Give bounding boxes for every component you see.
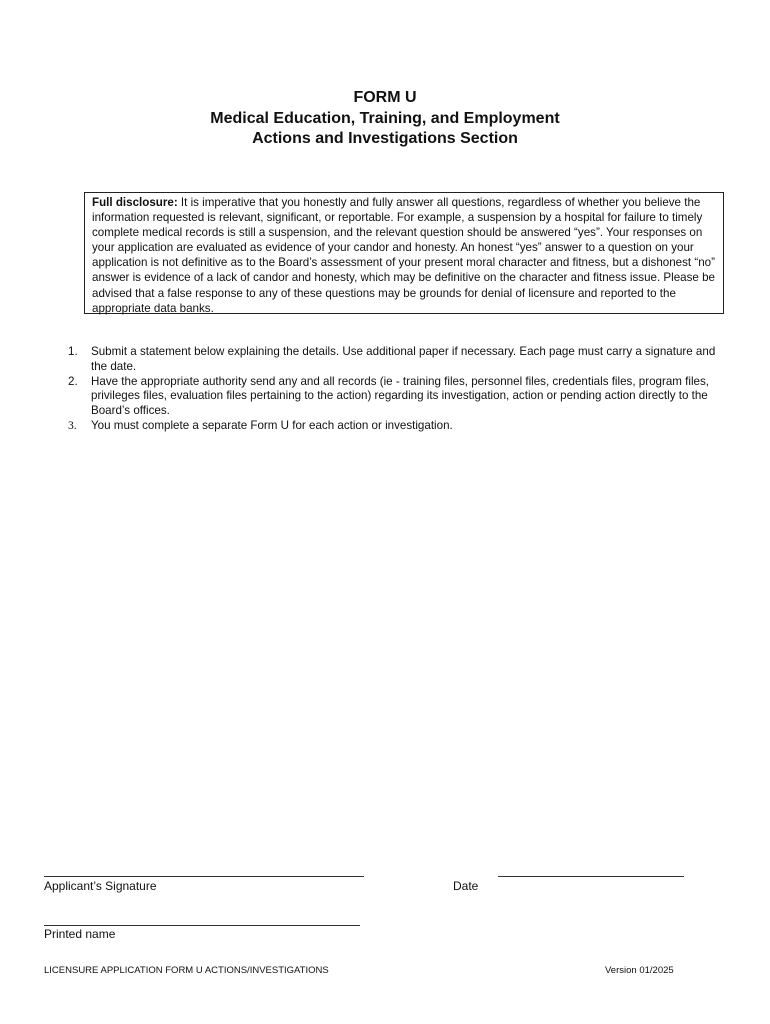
- list-item-number: 1.: [68, 345, 78, 358]
- disclosure-label: Full disclosure:: [92, 196, 178, 209]
- form-title: FORM U: [353, 89, 417, 106]
- form-subtitle-line-1: Medical Education, Training, and Employment: [210, 109, 560, 127]
- list-item: [60, 345, 730, 375]
- full-disclosure-box: [84, 192, 724, 314]
- printed-name-label: Printed name: [44, 927, 116, 941]
- list-item-text: You must complete a separate Form U for each action or investigation.: [91, 418, 453, 432]
- footer-version: Version 01/2025: [605, 965, 674, 976]
- date-label: Date: [453, 879, 479, 893]
- disclosure-text: It is imperative that you honestly and fully answer all questions, regardless of whether you believe the information requested is relevant, significant, or reportable. For example, a suspension by a hospital for failure to timely complete medical records is still a suspension, and the relevant question should be answered “yes”. Your responses on your application are evaluated as evidence of your candor and honesty. An honest “yes” answer to a question on your application is not definitive as to the Board’s assessment of your present moral character and fitness, but a dishonest “no” answer is evidence of a lack of candor and honesty, which may be definitive on the character and fitness issue. Please be advised that a false response to any of these questions may be grounds for denial of licensure and reported to the appropriate data banks.: [92, 196, 715, 315]
- list-item-number: 2.: [68, 374, 78, 388]
- list-item-text: Have the appropriate authority send any and all records (ie - training files, personnel files, credentials files, program files, privileges files, evaluation files pertaining to the action) regarding its investigation, action or pending action directly to the Board’s offices.: [91, 374, 710, 418]
- list-item: [60, 375, 730, 419]
- form-header: [0, 88, 770, 150]
- list-item-number: 3.: [68, 418, 77, 432]
- list-item-text: Submit a statement below explaining the details. Use additional paper if necessary. Each page must carry a signature and the date.: [91, 345, 716, 373]
- list-item: [60, 419, 730, 434]
- instruction-list: [60, 345, 730, 434]
- date-line[interactable]: [498, 876, 684, 877]
- applicant-signature-line[interactable]: [44, 876, 364, 877]
- footer-form-name: LICENSURE APPLICATION FORM U ACTIONS/INVESTIGATIONS: [44, 965, 329, 976]
- printed-name-line[interactable]: [44, 925, 360, 926]
- applicant-signature-label: Applicant’s Signature: [44, 879, 157, 893]
- form-subtitle-line-2: Actions and Investigations Section: [252, 130, 518, 147]
